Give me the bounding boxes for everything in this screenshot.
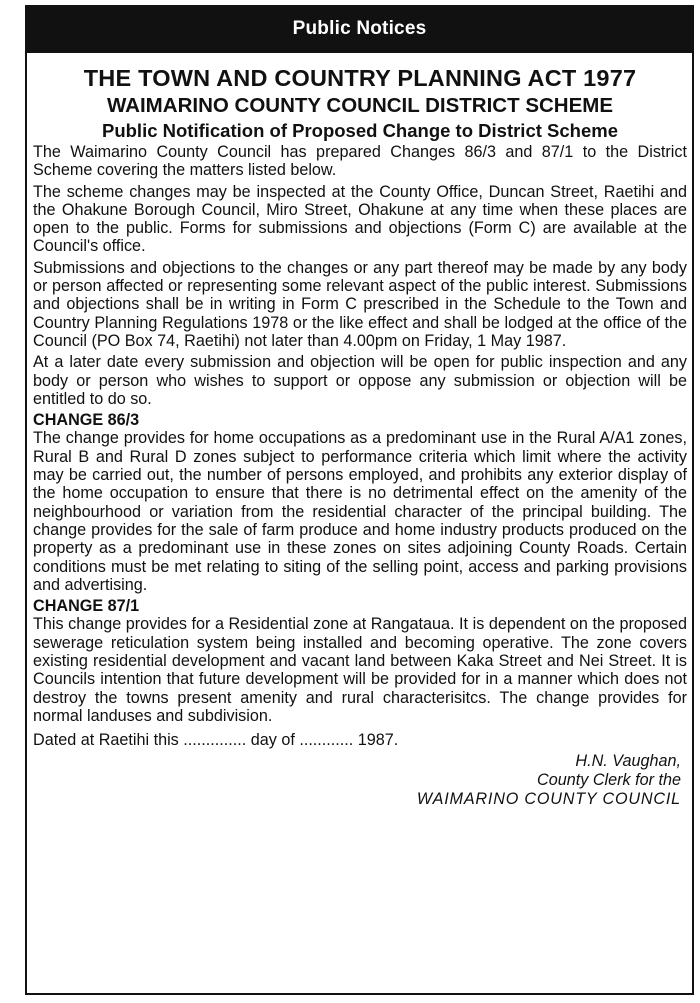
scheme-heading: WAIMARINO COUNTY COUNCIL DISTRICT SCHEME <box>106 94 614 117</box>
act-heading: THE TOWN AND COUNTRY PLANNING ACT 1977 <box>83 65 637 91</box>
notification-heading: Public Notification of Proposed Change to District Scheme <box>101 120 618 141</box>
inspection-paragraph: The scheme changes may be inspected at the County Office, Duncan Street, Raetihi and the Ohakune Borough Council, Miro Street, Ohakune at any time when these places are open to the public. Forms for submissions and objections (Form C) are available at the Council's office. <box>33 182 687 256</box>
change-86-3-heading: CHANGE 86/3 <box>33 411 140 430</box>
signatory-organisation: WAIMARINO COUNTY COUNCIL <box>416 789 681 808</box>
dated-line: Dated at Raetihi this .............. day of ............ 1987. <box>33 731 399 750</box>
section-banner: Public Notices <box>25 5 694 53</box>
notice-body <box>33 64 687 809</box>
change-87-1-text: This change provides for a Residential zone at Rangataua. It is dependent on the proposed sewerage reticulation system being installed and becoming operative. The zone covers existing residential development and vacant land between Kaka Street and Nei Street. It is Councils intention that future development will be provided for in a manner which does not destroy the towns present amenity and rural characterisitcs. The change provides for normal landuses and subdivision. <box>33 615 687 725</box>
change-87-1-heading: CHANGE 87/1 <box>33 597 140 616</box>
signatory-name: H.N. Vaughan, <box>575 751 681 770</box>
public-inspection-paragraph: At a later date every submission and objection will be open for public inspection and any body or person who wishes to support or oppose any submission or objection will be entitled to do so. <box>33 353 687 408</box>
submissions-paragraph: Submissions and objections to the changes or any part thereof may be made by any body or person affected or representing some relevant aspect of the public interest. Submissions and objections shall be in writing in Form C prescribed in the Schedule to the Town and Country Planning Regulations 1978 or the like effect and shall be lodged at the office of the Council (PO Box 74, Raetihi) not later than 4.00pm on Friday, 1 May 1987. <box>33 258 687 350</box>
signature-block <box>33 752 681 809</box>
change-86-3-text: The change provides for home occupations as a predominant use in the Rural A/A1 zones, Rural B and Rural D zones subject to performance criteria which limit where the activity may be carried out, the number of persons employed, and prohibits any exterior display of the home occupation to ensure that there is no detrimental effect on the amenity of the neighbourhood or variation from the residential character of the principal building. The change provides for the sale of farm produce and home industry products produced on the property as a predominant use in these zones on sites adjoining County Roads. Certain conditions must be met relating to siting of the selling point, access and parking provisions and advertising. <box>33 429 687 594</box>
signatory-title: County Clerk for the <box>537 770 681 789</box>
intro-paragraph: The Waimarino County Council has prepared Changes 86/3 and 87/1 to the District Scheme covering the matters listed below. <box>33 143 687 180</box>
